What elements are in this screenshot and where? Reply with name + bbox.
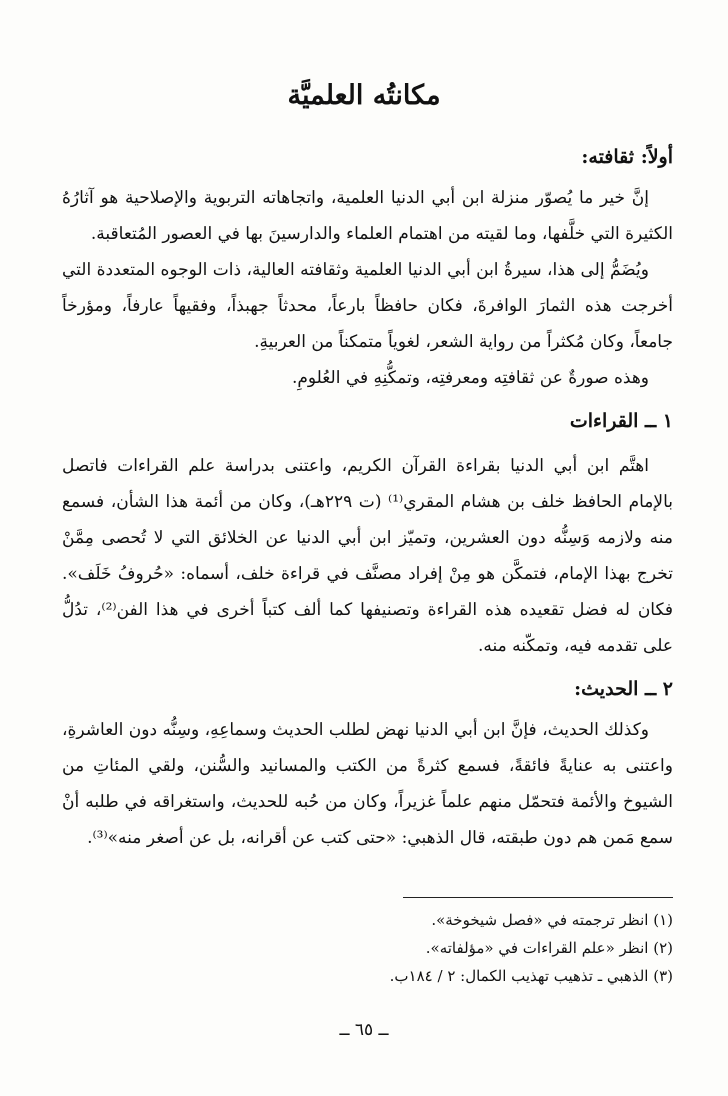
page-number: ــ ٦٥ ــ — [339, 1020, 389, 1040]
paragraph: وكذلك الحديث، فإنَّ ابن أبي الدنيا نهض لطلب الحديث وسماعِهِ، وسِنُّه دون العاشرةِ، واعتنى به عنايةً فائقةً، فسمع كثرةً من الكتب والمسانيد والسُّنن، ولقي المئاتِ من الشيوخ والأئمة فتحمّل منهم علماً غزيراً، وكان من حُبه للحديث، واستغراقه في طلبه أنْ سمع مَمن هم دون طبقته، قال الذهبي: «حتى كتب عن أقرانه، بل عن أصغر منه»⁽³⁾. — [62, 720, 673, 848]
section-body-hadith — [62, 712, 673, 856]
footnote-item: (٣) الذهبي ـ تذهيب تهذيب الكمال: ٢ / ١٨٤ب. — [389, 967, 673, 985]
footnote-divider — [403, 897, 673, 898]
section-heading-hadith: ٢ ــ الحديث: — [574, 678, 673, 700]
section-body-culture — [62, 180, 673, 396]
section-heading-qiraat: ١ ــ القراءات — [569, 410, 673, 432]
paragraph: وهذه صورةٌ عن ثقافتِه ومعرفتِه، وتمكُّنِهِ في العُلومِ. — [291, 368, 649, 388]
paragraph: اهتَّم ابن أبي الدنيا بقراءة القرآن الكريم، واعتنى بدراسة علم القراءات فاتصل بالإمام الحافظ خلف بن هشام المقري⁽¹⁾ (ت ٢٢٩هـ)، وكان من أئمة هذا الشأن، فسمع منه ولازمه وَسِنُّه دون العشرين، وتميّز ابن أبي الدنيا عن الخلائق التي لا تُحصى مِمَّنْ تخرج بهذا الإمام، فتمكَّن هو مِنْ إفراد مصنَّف في قراءة خلف، أسماه: «حُروفُ خَلَف». فكان له فضل تقعيده هذه القراءة وتصنيفها كما ألف كتباً أخرى في هذا الفن⁽²⁾، تدُلُّ على تقدمه فيه، وتمكّنه منه. — [62, 456, 673, 656]
footnotes — [62, 906, 673, 990]
footnote-item: (٢) انظر «علم القراءات في «مؤلفاته». — [425, 939, 673, 957]
paragraph: إنَّ خير ما يُصوّر منزلة ابن أبي الدنيا العلمية، واتجاهاته التربوية والإصلاحية هو آثارُهُ الكثيرة التي خلَّفها، وما لقيته من اهتمام العلماء والدارسينَ بها في العصور المُتعاقبة. — [62, 188, 673, 244]
footnote-item: (١) انظر ترجمته في «فصل شيخوخة». — [431, 911, 673, 929]
section-body-qiraat — [62, 448, 673, 664]
page-title: مكانتُه العلميَّة — [287, 80, 441, 111]
paragraph: ويُضَمُّ إلى هذا، سيرةُ ابن أبي الدنيا العلمية وثقافته العالية، ذات الوجوه المتعددة التي أخرجت هذه الثمارَ الوافرةَ، فكان حافظاً بارعاً، محدثاً جهبذاً، وفقيهاً عارفاً، ومؤرخاً جامعاً، وكان مُكثراً من رواية الشعر، لغوياً متمكناً من العربيةِ. — [62, 260, 673, 352]
section-heading-culture: أولاً: ثقافته: — [581, 146, 673, 168]
